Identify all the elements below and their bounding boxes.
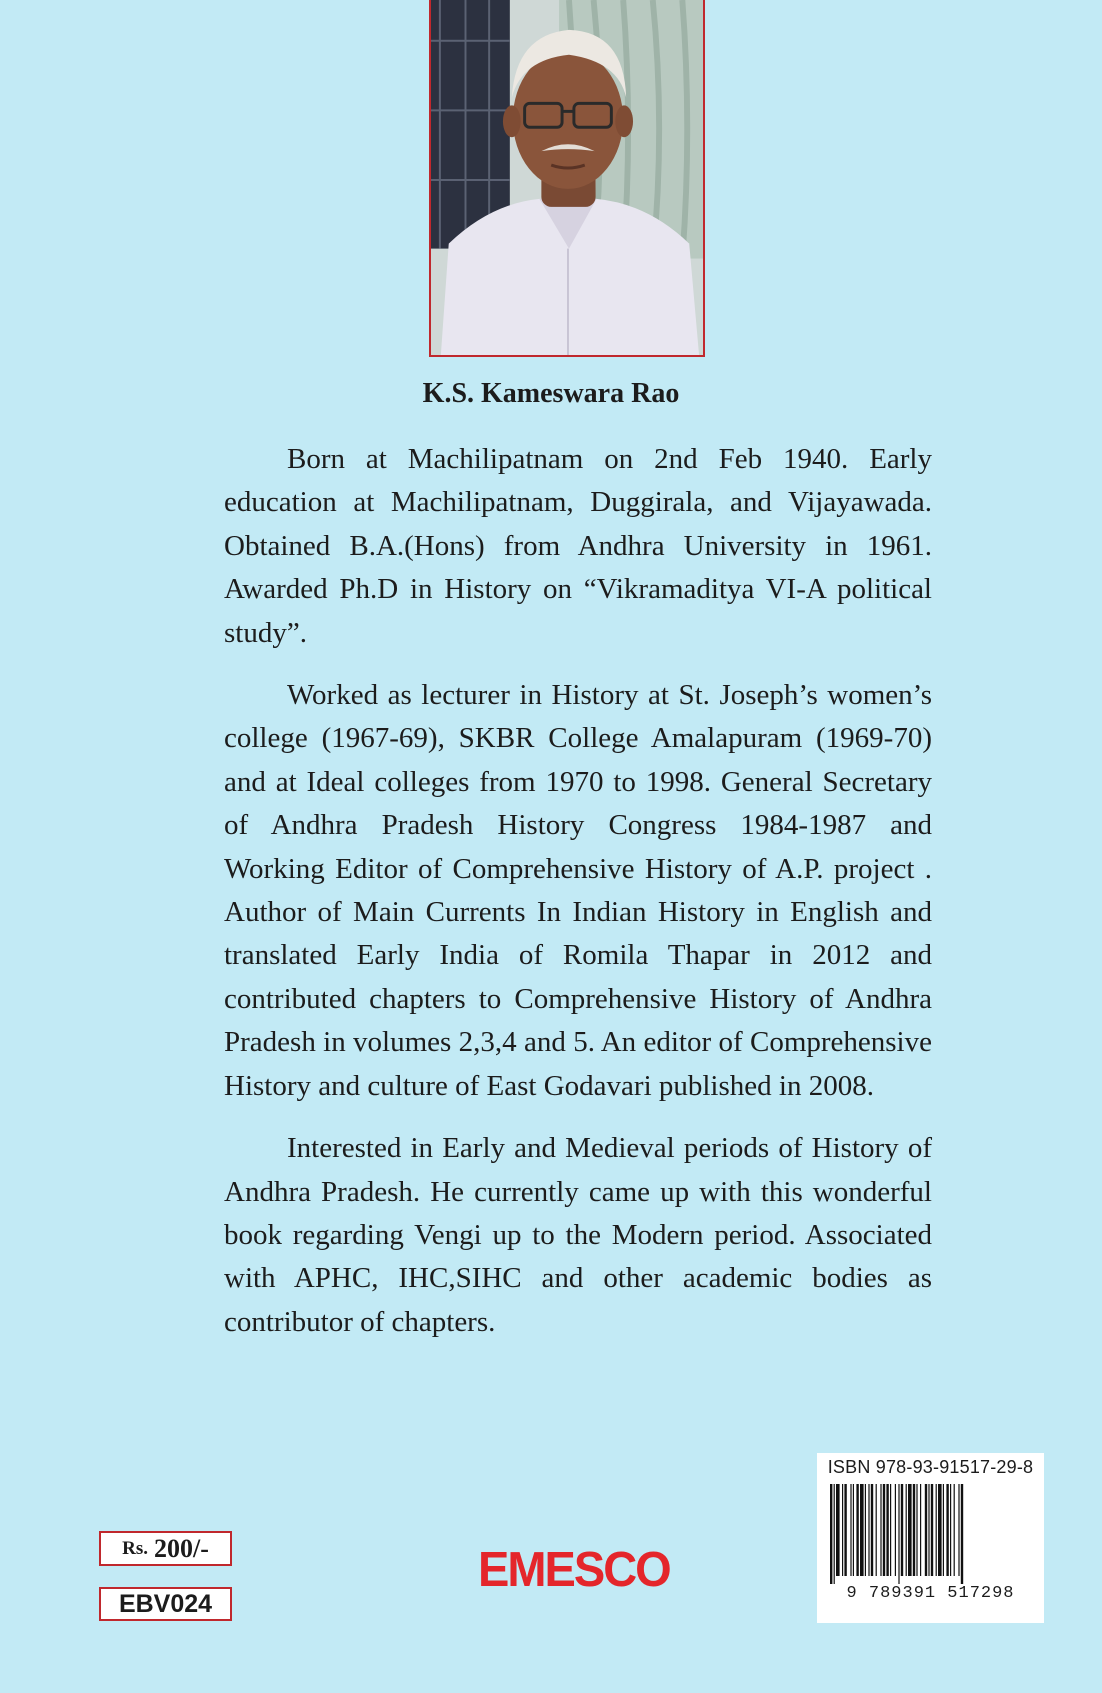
barcode-bar xyxy=(833,1484,834,1584)
barcode-bar xyxy=(842,1484,843,1576)
barcode-bar xyxy=(870,1484,872,1576)
barcode-bar xyxy=(938,1484,942,1576)
barcode-bar xyxy=(916,1484,917,1576)
barcode-bar xyxy=(850,1484,851,1576)
barcode-bar xyxy=(860,1484,864,1576)
barcode-bar xyxy=(900,1484,902,1576)
barcode-bar xyxy=(898,1484,899,1584)
barcode-bar xyxy=(946,1484,948,1576)
barcode-bar xyxy=(852,1484,853,1576)
barcode-bar xyxy=(953,1484,954,1576)
barcode-bar xyxy=(908,1484,912,1576)
publisher-logo: EMESCO xyxy=(478,1540,670,1597)
price-amount: 200/- xyxy=(153,1533,209,1563)
barcode-bar xyxy=(844,1484,846,1576)
author-bio xyxy=(224,438,932,1363)
barcode-bar xyxy=(836,1484,840,1576)
barcode-bars-icon xyxy=(828,1484,1034,1584)
barcode-bar xyxy=(960,1484,962,1584)
barcode-bar xyxy=(930,1484,932,1576)
author-photo xyxy=(429,0,705,357)
barcode-digits: 9 789391 517298 xyxy=(846,1584,1015,1603)
isbn-barcode xyxy=(817,1453,1044,1623)
bio-paragraph-3: Interested in Early and Medieval periods of History of Andhra Pradesh. He currently came up with this wonderful book regarding Vengi up to the Modern period. Associated with APHC, IHC,SIHC and other academic bodies as contributor of chapters. xyxy=(224,1132,932,1338)
barcode-bar xyxy=(928,1484,929,1576)
barcode-bar xyxy=(935,1484,936,1576)
barcode-bar xyxy=(958,1484,959,1576)
barcode-bar xyxy=(856,1484,858,1576)
barcode-bar xyxy=(864,1484,865,1576)
barcode-bar xyxy=(868,1484,869,1576)
bio-paragraph-2: Worked as lecturer in History at St. Joseph’s women’s college (1967-69), SKBR College Amalapuram (1969-70) and at Ideal colleges from 1970 to 1998. General Secretary of Andhra Pradesh History Congress 1984-1987 and Working Editor of Comprehensive History of A.P. project . Author of Main Currents In Indian History in English and translated Early India of Romila Thapar in 2012 and contributed chapters to Comprehensive History of Andhra Pradesh in volumes 2,3,4 and 5. An editor of Comprehensive History and culture of East Godavari published in 2008. xyxy=(224,679,932,1102)
barcode-bar xyxy=(886,1484,888,1576)
book-code-box: EBV024 xyxy=(99,1587,232,1621)
isbn-label: ISBN 978-93-91517-29-8 xyxy=(827,1457,1034,1477)
barcode-bar xyxy=(924,1484,926,1576)
barcode-bar xyxy=(875,1484,876,1576)
barcode-bar xyxy=(950,1484,951,1576)
price-currency: Rs. xyxy=(122,1537,148,1559)
author-photo-image xyxy=(431,0,703,355)
price-box xyxy=(99,1531,232,1566)
barcode-bar xyxy=(894,1484,895,1576)
barcode-bar xyxy=(920,1484,921,1576)
barcode-bar xyxy=(830,1484,832,1584)
barcode-bar xyxy=(882,1484,884,1576)
author-name: K.S. Kameswara Rao xyxy=(422,378,680,409)
barcode-bar xyxy=(912,1484,914,1576)
barcode-bar xyxy=(880,1484,881,1576)
bio-paragraph-1: Born at Machilipatnam on 2nd Feb 1940. Early education at Machilipatnam, Duggirala, and Vijayawada. Obtained B.A.(Hons) from Andhra University in 1961. Awarded Ph.D in History on “Vikramaditya VI-A political study”. xyxy=(224,443,932,649)
barcode-bar xyxy=(942,1484,943,1576)
barcode-bar xyxy=(905,1484,906,1576)
barcode-bar xyxy=(890,1484,891,1576)
